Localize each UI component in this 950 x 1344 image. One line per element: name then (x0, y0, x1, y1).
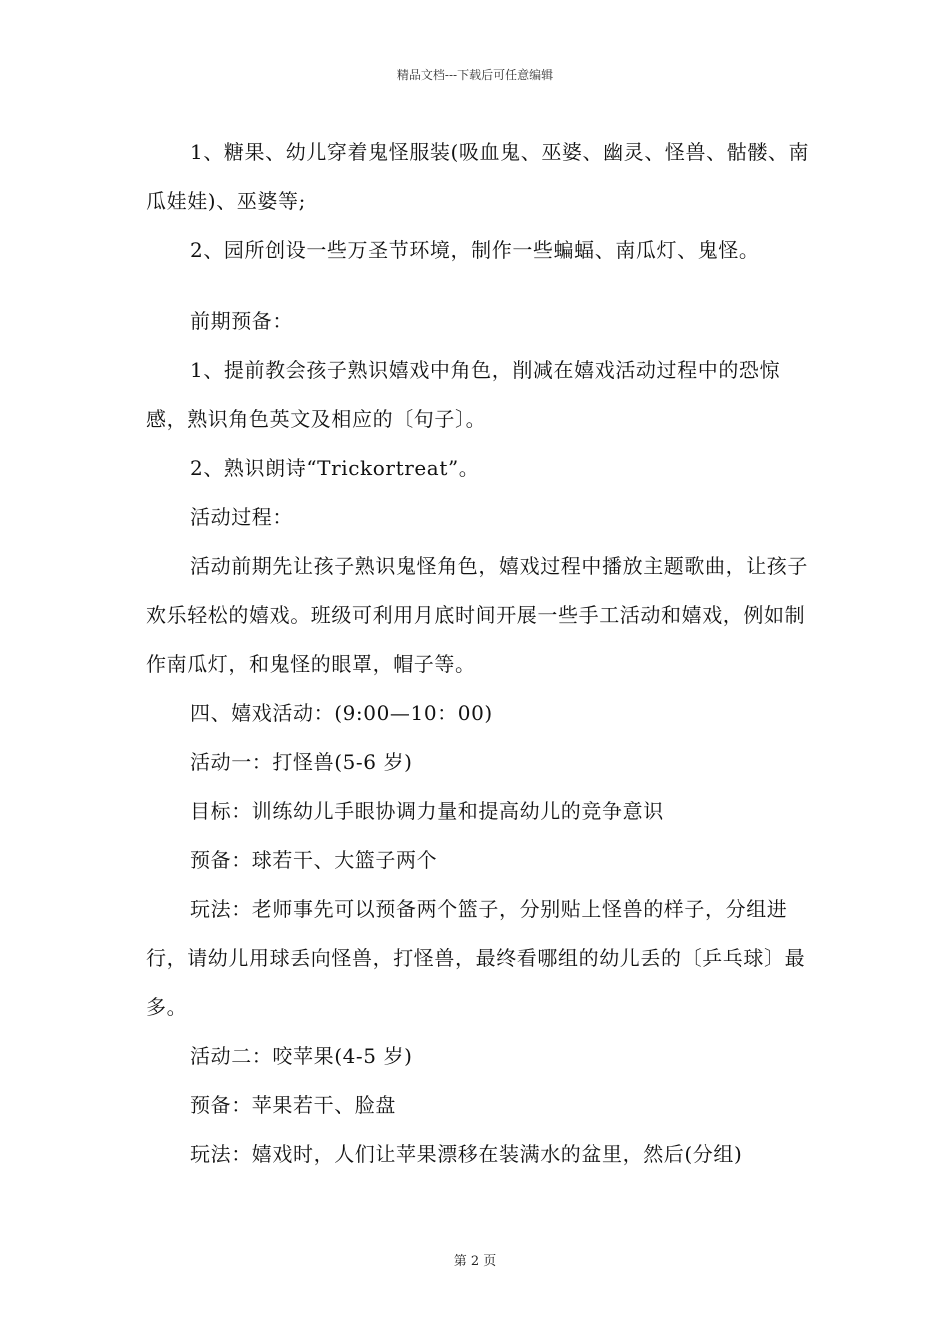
document-body (146, 128, 810, 1179)
paragraph-activity-one-rules: 玩法：老师事先可以预备两个篮子，分别贴上怪兽的样子，分组进行，请幼儿用球丢向怪兽，打怪兽，最终看哪组的幼儿丢的〔乒乓球〕最多。 (146, 897, 806, 1019)
paragraph-spacer (146, 275, 810, 297)
heading-preparation: 前期预备： (190, 309, 293, 333)
page-header: 精品文档---下载后可任意编辑 (396, 68, 554, 82)
paragraph-activity-two-rules: 玩法：嬉戏时，人们让苹果漂移在装满水的盆里，然后(分组) (190, 1142, 743, 1166)
paragraph-materials-2: 2、园所创设一些万圣节环境，制作一些蝙蝠、南瓜灯、鬼怪。 (190, 238, 760, 262)
paragraph-preparation-2: 2、熟识朗诗“Trickortreat”。 (190, 456, 480, 480)
heading-activity-process: 活动过程： (190, 505, 293, 529)
heading-game-activities: 四、嬉戏活动：(9:00—10：00) (190, 701, 493, 725)
paragraph-activity-process: 活动前期先让孩子熟识鬼怪角色，嬉戏过程中播放主题歌曲，让孩子欢乐轻松的嬉戏。班级可利用月底时间开展一些手工活动和嬉戏，例如制作南瓜灯，和鬼怪的眼罩，帽子等。 (146, 554, 808, 676)
paragraph-activity-two-materials: 预备：苹果若干、脸盘 (190, 1093, 396, 1117)
paragraph-activity-one-goal: 目标：训练幼儿手眼协调力量和提高幼儿的竞争意识 (190, 799, 664, 823)
heading-activity-one: 活动一：打怪兽(5-6 岁) (190, 750, 413, 774)
paragraph-activity-one-materials: 预备：球若干、大篮子两个 (190, 848, 438, 872)
paragraph-preparation-1: 1、提前教会孩子熟识嬉戏中角色，削减在嬉戏活动过程中的恐惊感，熟识角色英文及相应的〔句子〕。 (146, 358, 781, 431)
heading-activity-two: 活动二：咬苹果(4-5 岁) (190, 1044, 413, 1068)
page-number: 第 2 页 (453, 1254, 497, 1269)
paragraph-materials-1: 1、糖果、幼儿穿着鬼怪服装(吸血鬼、巫婆、幽灵、怪兽、骷髅、南瓜娃娃)、巫婆等; (146, 140, 810, 213)
